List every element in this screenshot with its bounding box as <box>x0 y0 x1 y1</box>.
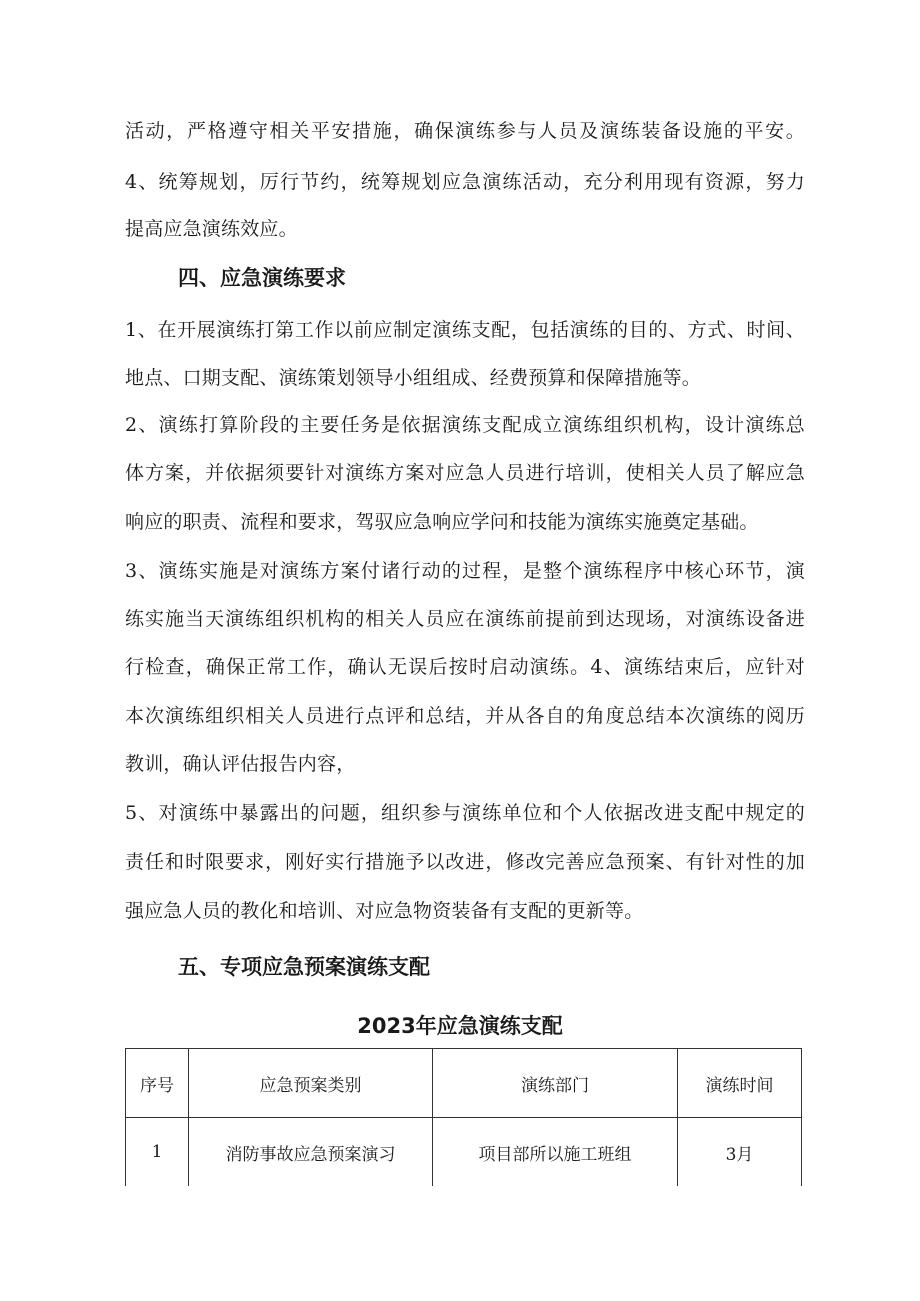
header-cell-index: 序号 <box>126 1049 189 1118</box>
table-cell: 1 <box>126 1118 189 1187</box>
paragraph-line: 活动，严格遵守相关平安措施，确保演练参与人员及演练装备设施的平安。 <box>125 120 805 142</box>
header-cell-category: 应急预案类别 <box>189 1049 433 1118</box>
paragraph-line: 本次演练组织相关人员进行点评和总结，并从各自的角度总结本次演练的阅历 <box>125 705 805 727</box>
paragraph-line: 地点、口期支配、演练策划领导小组组成、经费预算和保障措施等。 <box>125 367 702 389</box>
table-cell: 消防事故应急预案演习 <box>189 1118 433 1187</box>
paragraph-line: 1、在开展演练打第工作以前应制定演练支配，包括演练的目的、方式、时间、 <box>125 319 805 341</box>
paragraph-line: 4、统筹规划，厉行节约，统筹规划应急演练活动，充分利用现有资源，努力 <box>125 171 805 193</box>
paragraph-line: 3、演练实施是对演练方案付诸行动的过程，是整个演练程序中核心环节，演 <box>125 560 805 582</box>
header-cell-department: 演练部门 <box>433 1049 678 1118</box>
paragraph-line: 教训，确认评估报告内容， <box>125 753 356 775</box>
header-cell-time: 演练时间 <box>678 1049 802 1118</box>
paragraph-line: 责任和时限要求，刚好实行措施予以改进，修改完善应急预案、有针对性的加 <box>125 851 805 873</box>
section-heading-5: 五、专项应急预案演练支配 <box>178 955 430 979</box>
paragraph-line: 2、演练打算阶段的主要任务是依据演练支配成立演练组织机构，设计演练总 <box>125 414 805 436</box>
paragraph-line: 强应急人员的教化和培训、对应急物资装备有支配的更新等。 <box>125 900 644 922</box>
table-cell: 项目部所以施工班组 <box>433 1118 678 1187</box>
paragraph-line: 体方案，并依据须要针对演练方案对应急人员进行培训，使相关人员了解应急 <box>125 462 805 484</box>
paragraph-line: 提高应急演练效应。 <box>125 218 298 240</box>
section-heading-4: 四、应急演练要求 <box>178 266 346 290</box>
paragraph-line: 5、对演练中暴露出的问题，组织参与演练单位和个人依据改进支配中规定的 <box>125 802 805 824</box>
table-header-row <box>126 1049 802 1118</box>
paragraph-line: 行检查，确保正常工作，确认无误后按时启动演练。4、演练结束后，应针对 <box>125 656 805 678</box>
paragraph-line: 练实施当天演练组织机构的相关人员应在演练前提前到达现场，对演练设备进 <box>125 608 805 630</box>
table-row <box>126 1118 802 1187</box>
paragraph-line: 响应的职责、流程和要求，驾驭应急响应学问和技能为演练实施奠定基础。 <box>125 511 759 533</box>
table-cell: 3月 <box>678 1118 802 1187</box>
table-title: 2023年应急演练支配 <box>357 1014 563 1038</box>
drill-plan-table <box>125 1048 802 1186</box>
